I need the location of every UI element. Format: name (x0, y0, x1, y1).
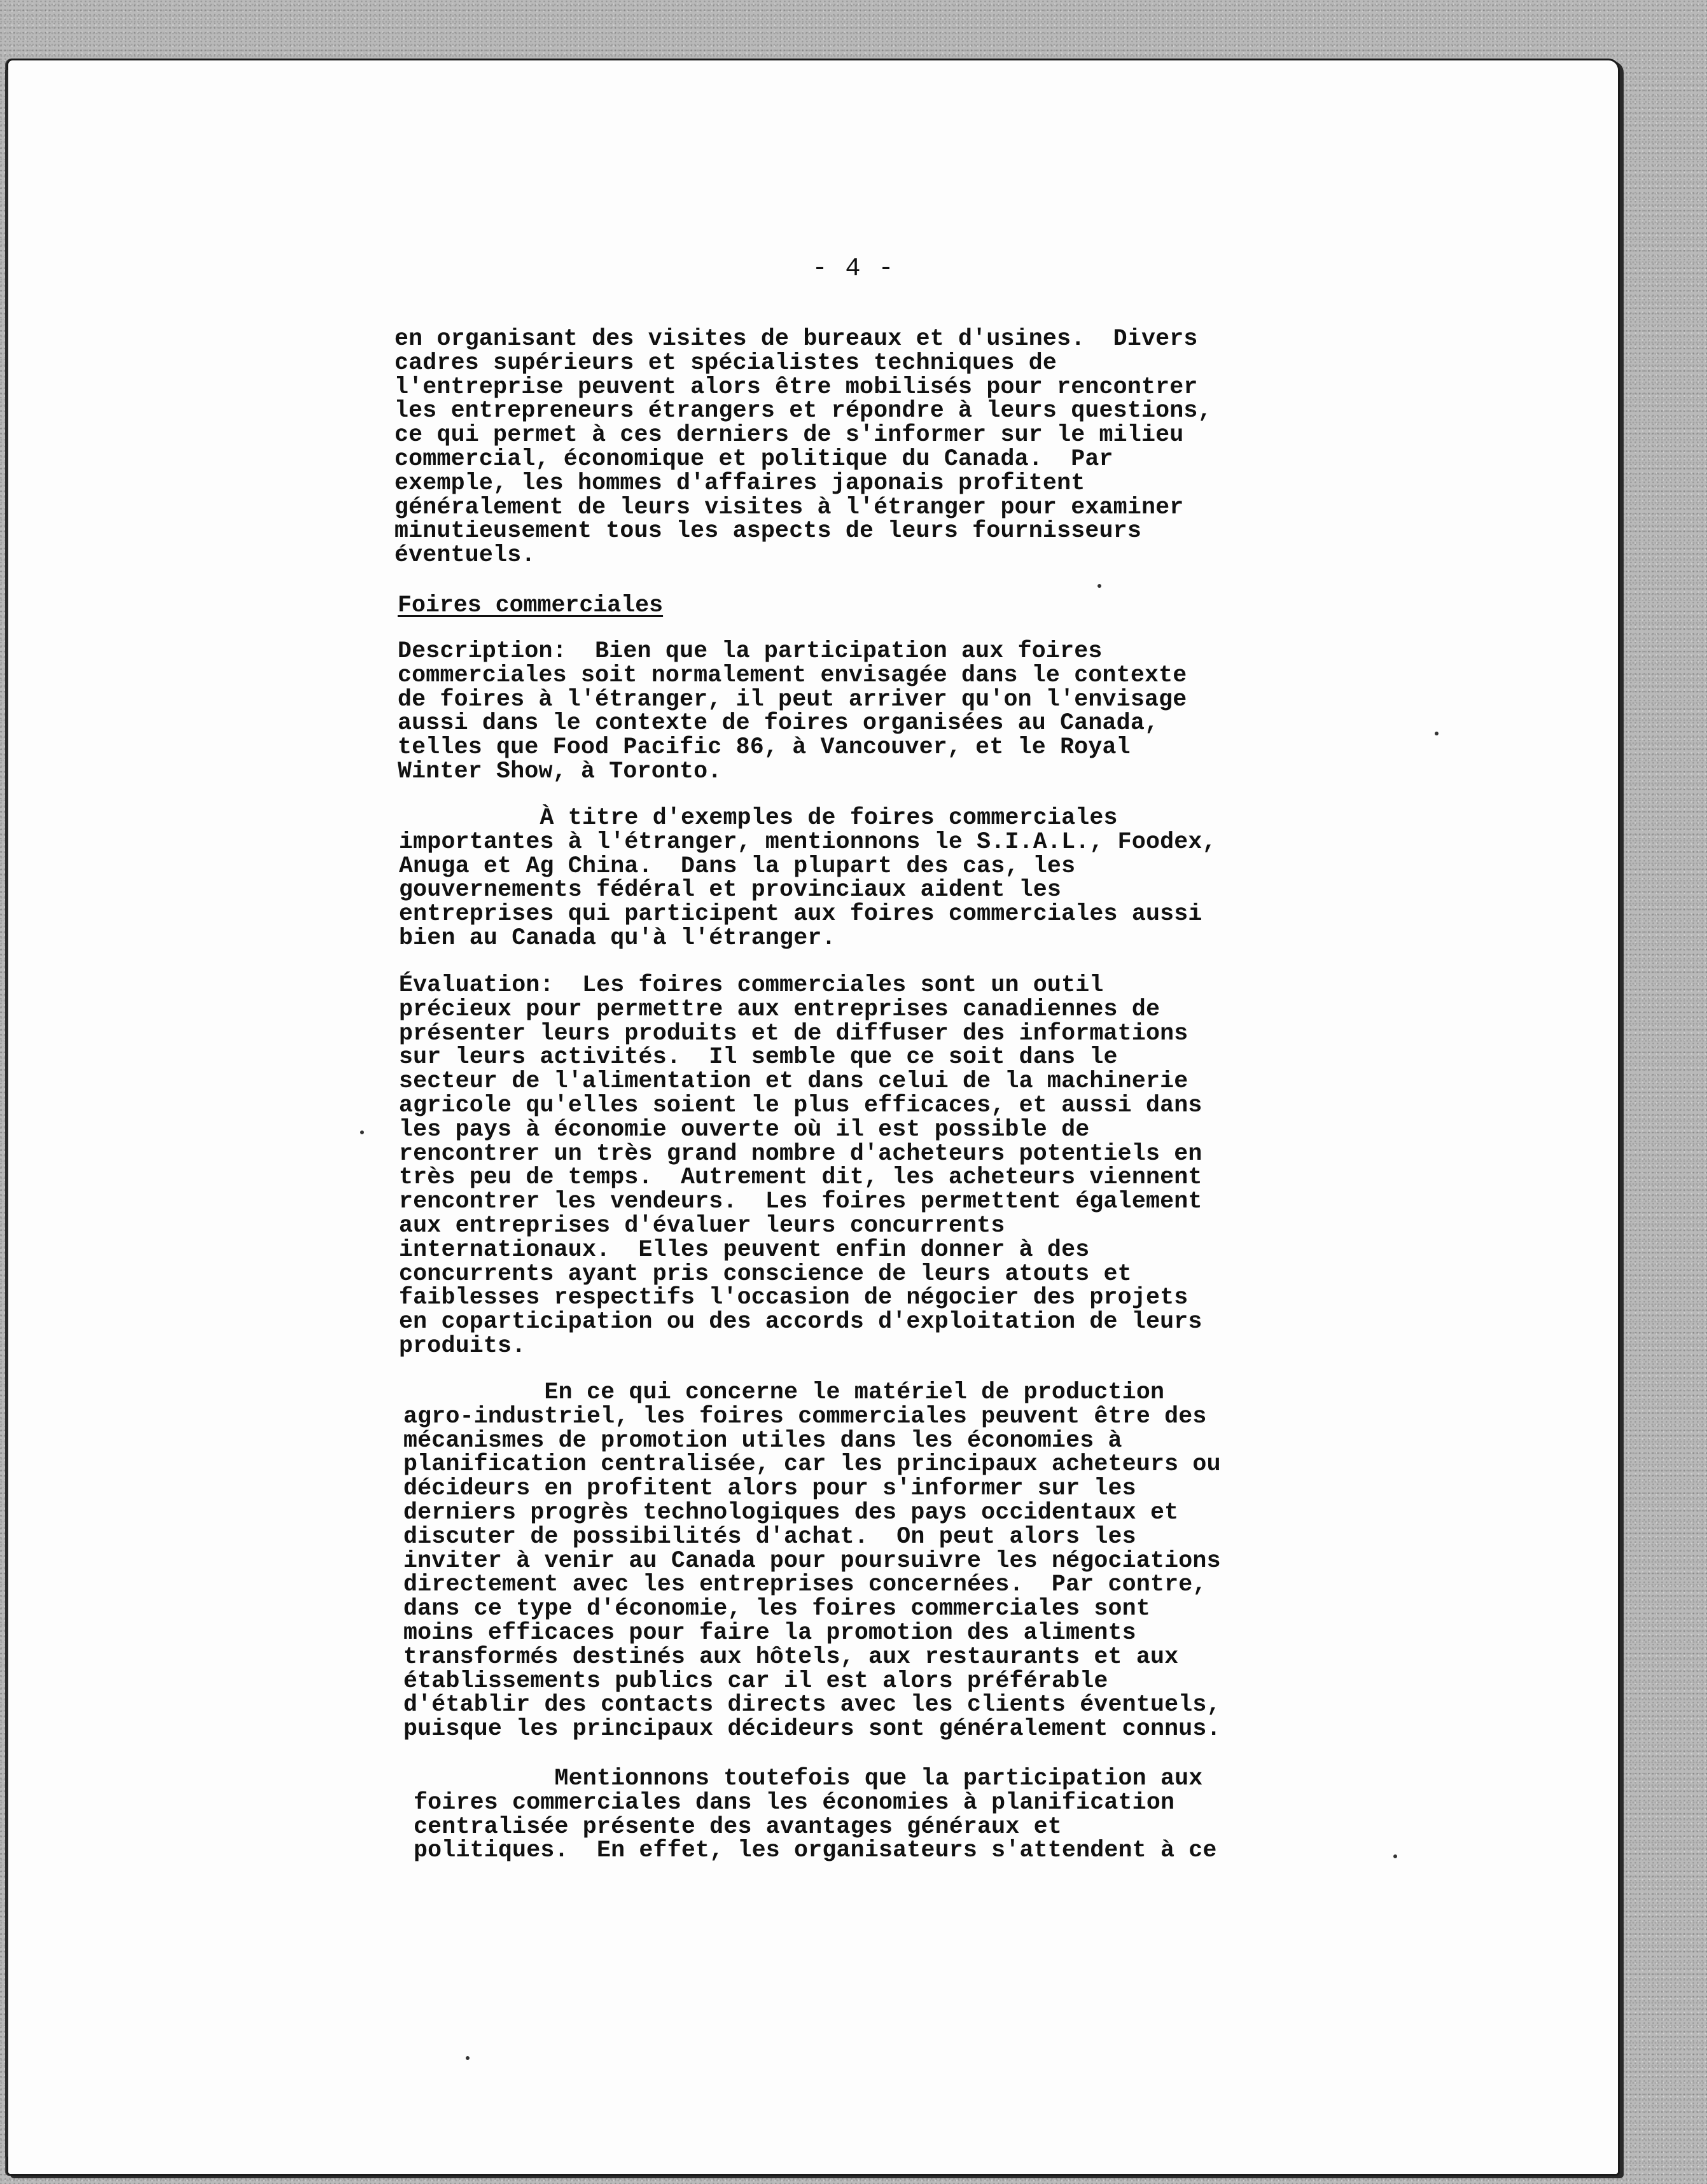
paragraph-description: Description: Bien que la participation aux foires commerciales soit normalement envisagée dans le contexte de foires à l'étranger, il peut arriver qu'on l'envisage aussi dans le contexte de foires organisées au Canada, telles que Food Pacific 86, à Vancouver, et le Royal Winter Show, à Toronto. (398, 638, 1187, 784)
scan-speck (1097, 584, 1101, 588)
paragraph-production-equipment: En ce qui concerne le matériel de production agro-industriel, les foires commerciales peuvent être des mécanismes de promotion utiles dans les économies à planification centralisée, car les principaux acheteurs ou décideurs en profitent alors pour s'informer sur les derniers progrès technologiques des pays occidentaux et discuter de possibilités d'achat. On peut alors les inviter à venir au Canada pour poursuivre les négociations directement avec les entreprises concernées. Par contre, dans ce type d'économie, les foires commerciales sont moins efficaces pour faire la promotion des aliments transformés destinés aux hôtels, aux restaurants et aux établissements publics car il est alors préférable d'établir des contacts directs avec les clients éventuels, puisque les principaux décideurs sont généralement connus. (403, 1379, 1221, 1742)
scan-speck (1393, 1854, 1397, 1858)
paragraph-evaluation: Évaluation: Les foires commerciales sont un outil précieux pour permettre aux entreprises canadiennes de présenter leurs produits et de diffuser des informations sur leurs activités. Il semble que ce soit dans le secteur de l'alimentation et dans celui de la machinerie agricole qu'elles soient le plus efficaces, et aussi dans les pays à économie ouverte où il est possible de rencontrer un très grand nombre d'acheteurs potentiels en très peu de temps. Autrement dit, les acheteurs viennent rencontrer les vendeurs. Les foires permettent également aux entreprises d'évaluer leurs concurrents internationaux. Elles peuvent enfin donner à des concurrents ayant pris conscience de leurs atouts et faiblesses respectifs l'occasion de négocier des projets en coparticipation ou des accords d'exploitation de leurs produits. (399, 972, 1202, 1359)
scan-speck (1435, 732, 1439, 735)
section-heading: Foires commerciales (398, 592, 664, 618)
paragraph-planned-economies: Mentionnons toutefois que la participation aux foires commerciales dans les économies à planification centralisée présente des avantages généraux et politiques. En effet, les organisateurs s'attendent à ce (414, 1765, 1217, 1864)
paragraph-1: en organisant des visites de bureaux et d'usines. Divers cadres supérieurs et spécialistes techniques de l'entreprise peuvent alors être mobilisés pour rencontrer les entrepreneurs étrangers et répondre à leurs questions, ce qui permet à ces derniers de s'informer sur le milieu commercial, économique et politique du Canada. Par exemple, les hommes d'affaires japonais profitent généralement de leurs visites à l'étranger pour examiner minutieusement tous les aspects de leurs fournisseurs éventuels. (394, 326, 1212, 569)
scan-speck (360, 1130, 364, 1134)
scan-speck (466, 2056, 470, 2060)
scan-edge-bar (5, 70, 8, 2157)
page-number: - 4 - (812, 254, 895, 283)
paragraph-examples: À titre d'exemples de foires commerciales importantes à l'étranger, mentionnons le S.I.A.L., Foodex, Anuga et Ag China. Dans la plupart des cas, les gouvernements fédéral et provinciaux aident les entreprises qui participent aux foires commerciales aussi bien au Canada qu'à l'étranger. (399, 805, 1216, 951)
